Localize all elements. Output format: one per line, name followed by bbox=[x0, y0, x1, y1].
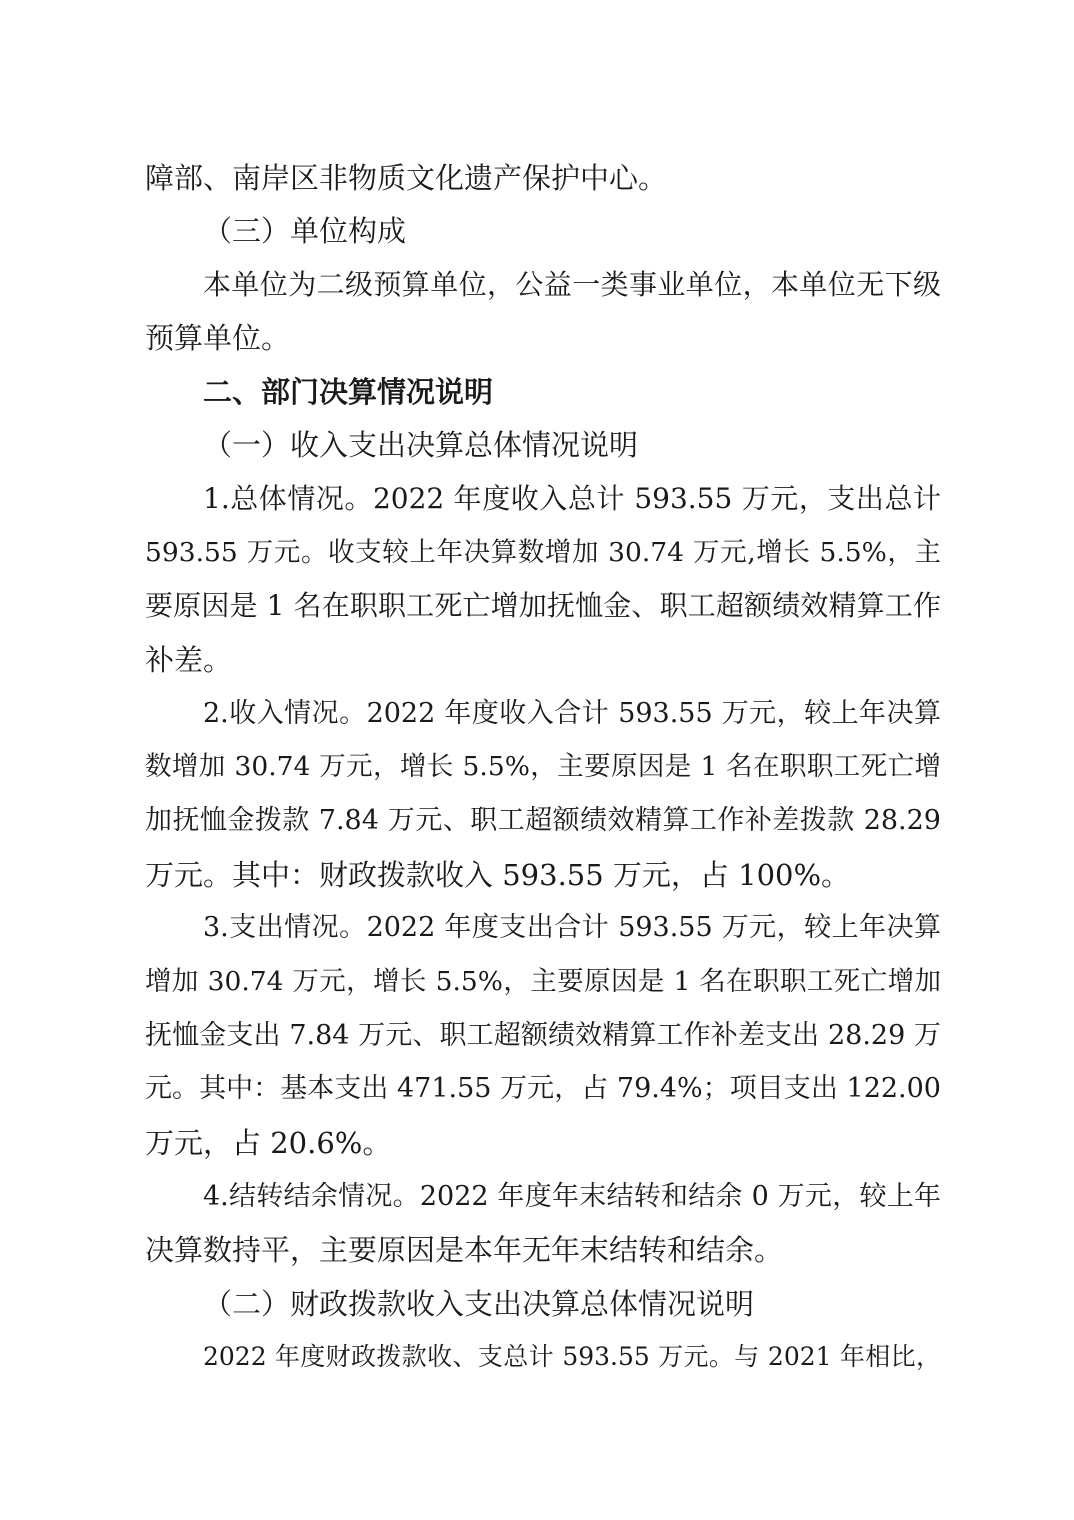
text-line: 4.结转结余情况。2022 年度年末结转和结余 0 万元，较上年 bbox=[203, 1181, 941, 1212]
text-line: 1.总体情况。2022 年度收入总计 593.55 万元，支出总计 bbox=[203, 482, 941, 515]
text-line: 预算单位。 bbox=[145, 321, 291, 355]
text-line: 要原因是 1 名在职职工死亡增加抚恤金、职工超额绩效精算工作 bbox=[145, 589, 941, 622]
text-line: 障部、南岸区非物质文化遗产保护中心。 bbox=[145, 161, 668, 195]
text-line: 决算数持平，主要原因是本年无年末结转和结余。 bbox=[145, 1233, 784, 1267]
text-line: 元。其中：基本支出 471.55 万元，占 79.4%；项目支出 122.00 bbox=[145, 1073, 941, 1104]
text-line: 2022 年度财政拨款收、支总计 593.55 万元。与 2021 年相比， bbox=[203, 1342, 941, 1371]
text-line: 3.支出情况。2022 年度支出合计 593.55 万元，较上年决算 bbox=[203, 912, 941, 943]
chapter-heading: 二、部门决算情况说明 bbox=[203, 375, 494, 409]
text-line: 加抚恤金拨款 7.84 万元、职工超额绩效精算工作补差拨款 28.29 bbox=[145, 805, 941, 836]
text-line: 万元。其中：财政拨款收入 593.55 万元，占 100%。 bbox=[145, 858, 851, 892]
text-line: 2.收入情况。2022 年度收入合计 593.55 万元，较上年决算 bbox=[203, 698, 941, 729]
text-line: 补差。 bbox=[145, 643, 233, 677]
section-heading: （一）收入支出决算总体情况说明 bbox=[203, 428, 639, 462]
text-line: 593.55 万元。收支较上年决算数增加 30.74 万元,增长 5.5%，主 bbox=[145, 537, 941, 568]
section-heading: （三）单位构成 bbox=[203, 214, 407, 248]
text-line: 本单位为二级预算单位，公益一类事业单位，本单位无下级 bbox=[203, 268, 941, 301]
text-line: 抚恤金支出 7.84 万元、职工超额绩效精算工作补差支出 28.29 万 bbox=[145, 1020, 941, 1051]
text-line: 万元，占 20.6%。 bbox=[145, 1126, 392, 1160]
text-line: 数增加 30.74 万元，增长 5.5%，主要原因是 1 名在职职工死亡增 bbox=[145, 751, 941, 782]
section-heading: （二）财政拨款收入支出决算总体情况说明 bbox=[203, 1287, 755, 1321]
text-line: 增加 30.74 万元，增长 5.5%，主要原因是 1 名在职职工死亡增加 bbox=[145, 966, 941, 997]
